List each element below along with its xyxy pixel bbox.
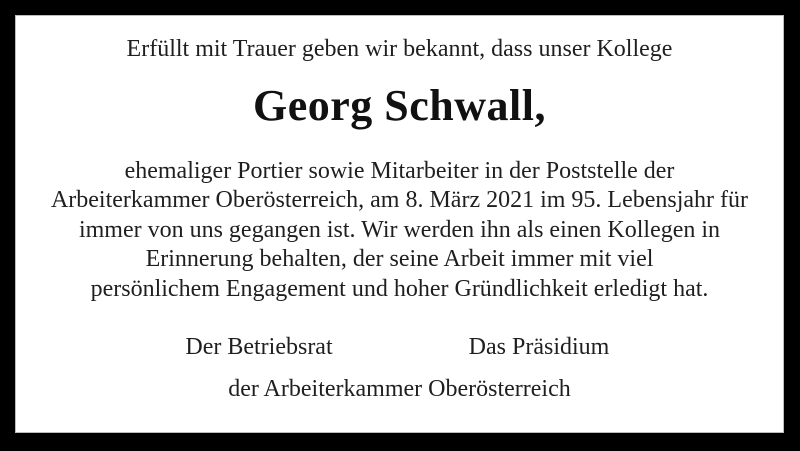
obituary-paper [15,15,784,433]
body-line: persönlichem Engagement und hoher Gründlichkeit erledigt hat. [90,275,709,302]
intro-text: Erfüllt mit Trauer geben wir bekannt, dass unser Kollege [126,36,673,62]
deceased-name: Georg Schwall, [253,81,546,130]
body-line: ehemaliger Portier sowie Mitarbeiter in der Poststelle der [124,158,675,184]
organization-line: der Arbeiterkammer Oberösterreich [228,376,571,402]
signatory-praesidium: Das Präsidium [468,334,610,360]
body-line: immer von uns gegangen ist. Wir werden ihn als einen Kollegen in [78,216,721,243]
signatory-betriebsrat: Der Betriebsrat [185,334,333,360]
body-line: Erinnerung behalten, der seine Arbeit immer mit viel [145,246,654,273]
body-paragraph [16,157,783,304]
body-line: Arbeiterkammer Oberösterreich, am 8. März 2021 im 95. Lebensjahr für [50,187,749,214]
